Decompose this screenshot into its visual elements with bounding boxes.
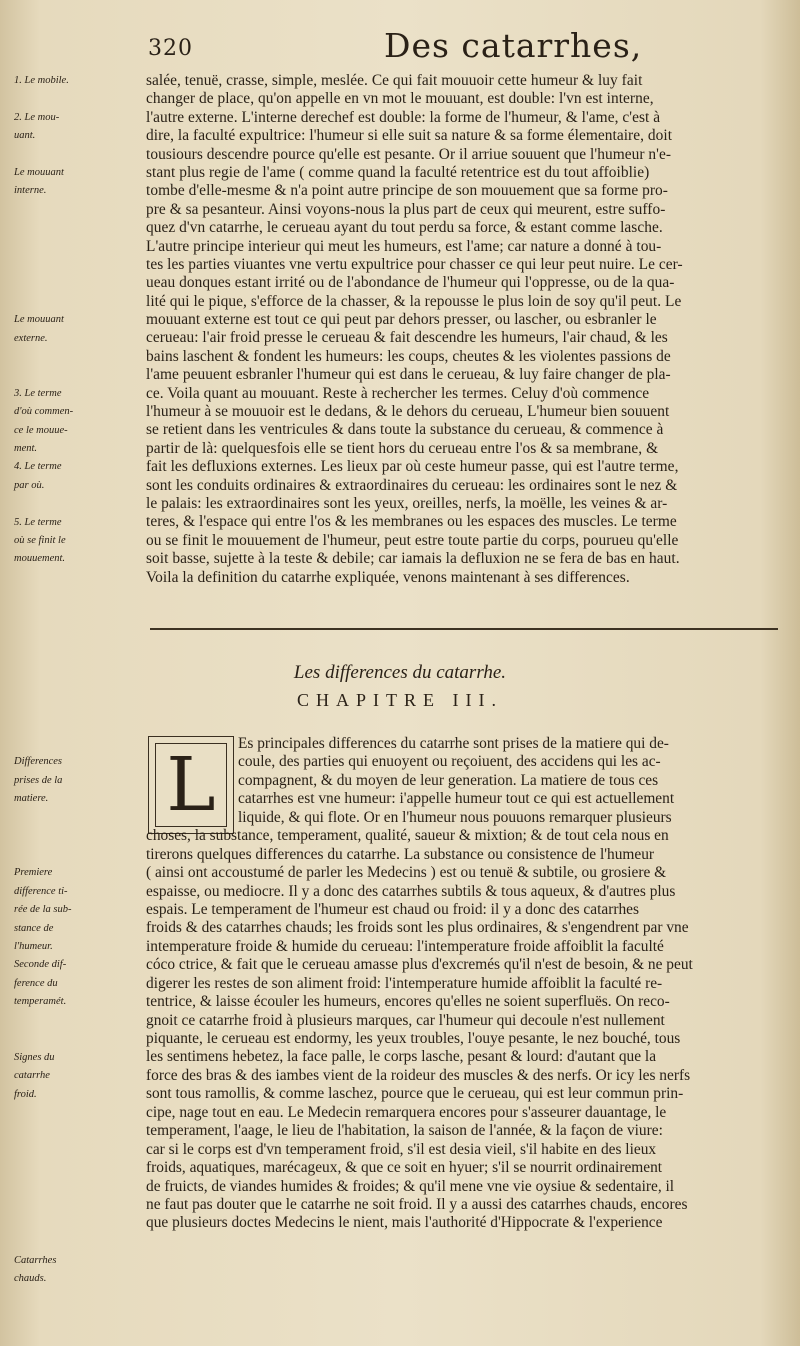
text-line: mouuant externe est tout ce qui peut par dehors presser, ou lascher, ou esbranler le [146,311,657,329]
text-line: piquante, le cerueau est endormy, les yeux troubles, l'ouye pesante, le nez bouché, tous [146,1030,681,1047]
margin-note: Premiere [14,867,53,879]
top-text-block [146,72,778,587]
margin-note: matiere. [14,793,49,805]
text-line: compagnent, & du moyen de leur generation. La matiere de tous ces [238,771,659,789]
text-line: tes les parties viuantes vne vertu expultrice pour chasser ce qui leur peut nuire. Le cer- [146,255,683,273]
text-line: partir de là: quelquesfois elle se tient hors du cerueau entre l'os & sa membrane, & [146,439,659,457]
text-line: se retient dans les ventricules & dans toute la substance du cerueau, & commence à [146,421,664,439]
text-line: dire, la faculté expultrice: l'humeur si elle suit sa nature & sa forme élementaire, doit [146,127,673,145]
section-divider [150,628,778,630]
margin-note: l'humeur. [14,940,53,952]
text-line: de fruicts, de viandes humides & froides; & qu'il mene vne vie oysiue & sedentaire, il [146,1177,675,1195]
text-line: ce. Voila quant au mouuant. Reste à rechercher les termes. Celuy d'où commence [146,384,650,402]
text-line: sont les conduits ordinaires & extraordinaires du cerueau: les ordinaires sont le nez & [146,476,678,494]
text-line: tirerons quelques differences du catarrhe. La substance ou consistence de l'humeur [146,845,655,863]
margin-note: 2. Le mou- [14,111,60,123]
page-header [0,22,800,68]
text-line: bains laschent & fondent les humeurs: les coups, cheutes & les violentes passions de [146,347,671,365]
page-number: 320 [148,36,193,61]
text-line: teres, & l'espace qui entre l'os & les membranes ou les espaces des muscles. Le terme [146,513,677,531]
margin-note: ce le mouue- [14,424,68,436]
text-line: catarrhes est vne humeur: i'appelle humeur tout ce qui est actuellement [238,790,675,808]
text-line: quez d'vn catarrhe, le cerueau ayant du tout perdu sa force, & estant comme lasche. [146,219,663,237]
margin-note: Differences [14,756,63,768]
text-line: cerueau: l'air froid presse le cerueau & fait descendre les humeurs, l'air chaud, & les [146,329,668,347]
text-line: liquide, & qui flote. Or en l'humeur nous pouuons remarquer plusieurs [238,808,672,826]
text-line: ( ainsi ont accoustumé de parler les Medecins ) est ou tenuë & subtile, ou grosiere & [146,864,667,882]
text-line: Es principales differences du catarrhe sont prises de la matiere qui de- [238,735,669,752]
margin-note: interne. [14,185,47,197]
margin-note: 4. Le terme [14,461,62,473]
margin-note: 5. Le terme [14,516,62,528]
margin-note: ment. [14,443,38,454]
text-line: gnoit ce catarrhe froid à plusieurs marques, car l'humeur qui decoule n'est nullement [146,1011,665,1029]
text-line: sont tous ramollis, & comme laschez, pource que le cerueau, qui est leur commun prin- [146,1085,684,1103]
text-line: tentrice, & laisse écouler les humeurs, encores qu'elles ne soient superfluës. On reco- [146,993,670,1011]
text-line: cipe, nage tout en eau. Le Medecin remarquera encores pour s'asseurer dauantage, le [146,1103,667,1121]
text-line: tousiours descendre pource qu'elle est pesante. Or il arriue souuent que l'humeur n'e- [146,145,672,163]
text-line: ne faut pas douter que le catarrhe ne soit froid. Il y a aussi des catarrhes chauds, encores [146,1195,688,1213]
text-line: lité qui le pique, s'efforce de la chasser, & la repousse le plus loin de soy qu'il peut. Le [146,292,682,310]
text-line: salée, tenuë, crasse, simple, meslée. Ce qui fait mouuoir cette humeur & luy fait [146,72,643,89]
text-line: L'autre principe interieur qui meut les humeurs, est l'ame; car nature a donné à tou- [146,237,662,255]
text-line: Voila la definition du catarrhe expliquée, venons maintenant à ses differences. [146,568,630,586]
margin-note: Catarrhes [14,1254,57,1266]
text-line: ueau donques estant irrité ou de l'abondance de l'humeur qui l'oppresse, ou de la qua- [146,274,675,292]
text-line: espaisse, ou mediocre. Il y a donc des catarrhes subtils & tous aqueux, & d'autres plus [146,882,676,900]
text-line: pre & sa pesanteur. Ainsi voyons-nous la plus part de ceux qui meurent, estre suffo- [146,200,666,218]
text-line: tombe d'elle-mesme & n'a point autre principe de son mouuement que sa forme pro- [146,182,668,200]
text-line: froids, aquatiques, marécageux, & que ce soit en hyuer; s'il se nourrit ordinairement [146,1159,663,1177]
margin-note: ference du [14,977,58,989]
chapter-text-block [146,735,782,1233]
margin-note: Signes du [14,1051,55,1063]
text-line: le palais: les extraordinaires sont les yeux, oreilles, nerfs, la moëlle, les veines & ar- [146,494,668,512]
margin-note: où se finit le [14,535,66,546]
running-head: Des catarrhes, [384,26,643,65]
text-line: l'ame peuuent esbranler l'humeur qui est dans le cerueau, & luy faire changer de pla- [146,366,671,384]
text-line: l'autre externe. L'interne derechef est double: la forme de l'humeur, & l'ame, c'est à [146,108,661,126]
section-title: Les differences du catarrhe. [293,662,507,683]
margin-note: froid. [14,1088,37,1100]
margin-note: Le mouuant [14,167,64,178]
text-line: cóco ctrice, & fait que le cerueau amasse plus d'excremés qu'il n'est de besoin, & ne peut [146,956,693,974]
margin-note: chauds. [14,1273,47,1285]
chapter-heading: CHAPITRE III. [297,690,503,710]
text-line: l'humeur à se mouuoir est le dedans, & le dehors du cerueau, L'humeur bien souuent [146,403,670,421]
text-line: que plusieurs doctes Medecins le nient, mais l'authorité d'Hippocrate & l'experience [146,1214,663,1232]
margin-note: mouuement. [14,553,66,565]
text-line: soit basse, sujette à la teste & debile; car iamais la defluxion ne se fera de bas en haut. [146,550,680,568]
margin-note: stance de [14,922,54,934]
margin-note: catarrhe [14,1070,50,1082]
margin-note: externe. [14,332,48,344]
text-line: car si le corps est d'vn temperament froid, s'il est desia vieil, s'il habite en des lieux [146,1140,657,1158]
margin-note: Seconde dif- [14,959,67,971]
text-line: froids & des catarrhes chauds; les froids sont les plus ordinaires, & s'engendrent par vne [146,919,689,937]
text-line: choses, la substance, temperament, qualité, saueur & mixtion; & de tout cela nous en [146,827,669,845]
text-line: les sentimens hebetez, la face palle, le corps lasche, pesant & lourd: d'autant que la [146,1048,657,1066]
text-line: temperament, l'aage, le lieu de l'habitation, la saison de l'année, & la façon de viure: [146,1122,663,1140]
margin-note: 3. Le terme [14,387,62,399]
text-line: fait les defluxions externes. Les lieux par où ceste humeur passe, qui est l'autre terme, [146,458,679,476]
margin-note: rée de la sub- [14,904,72,916]
text-line: coule, des parties qui enuoyent ou reçoiuent, des accidens qui les ac- [238,753,661,771]
text-line: stant plus regie de l'ame ( comme quand la faculté retentrice est du tout affoiblie) [146,163,650,181]
margin-note: Le mouuant [14,314,64,326]
text-line: changer de place, qu'on appelle en vn mot le mouuant, est double: l'vn est interne, [146,90,654,108]
margin-note: par où. [14,479,45,491]
text-line: digerer les restes de son aliment froid: l'intemperature humide affoiblit la faculté re- [146,974,663,992]
margin-note: prises de la [14,774,63,786]
text-line: force des bras & des iambes vient de la roideur des muscles & des nerfs. Or icy les nerfs [146,1066,691,1084]
margin-note: uant. [14,130,36,142]
margin-note: d'où commen- [14,406,74,418]
text-line: intemperature froide & humide du cerueau: l'intemperature froide affoiblit la faculté [146,937,664,955]
drop-cap-letter: L [166,742,216,828]
text-line: espais. Le temperament de l'humeur est chaud ou froid: il y a donc des catarrhes [146,900,639,918]
margin-note: difference ti- [14,885,68,897]
margin-note: temperamét. [14,996,67,1008]
text-line: ou se finit le mouuement de l'humeur, peut estre toute partie du corps, pourueu qu'elle [146,531,679,549]
margin-note: 1. Le mobile. [14,75,69,86]
